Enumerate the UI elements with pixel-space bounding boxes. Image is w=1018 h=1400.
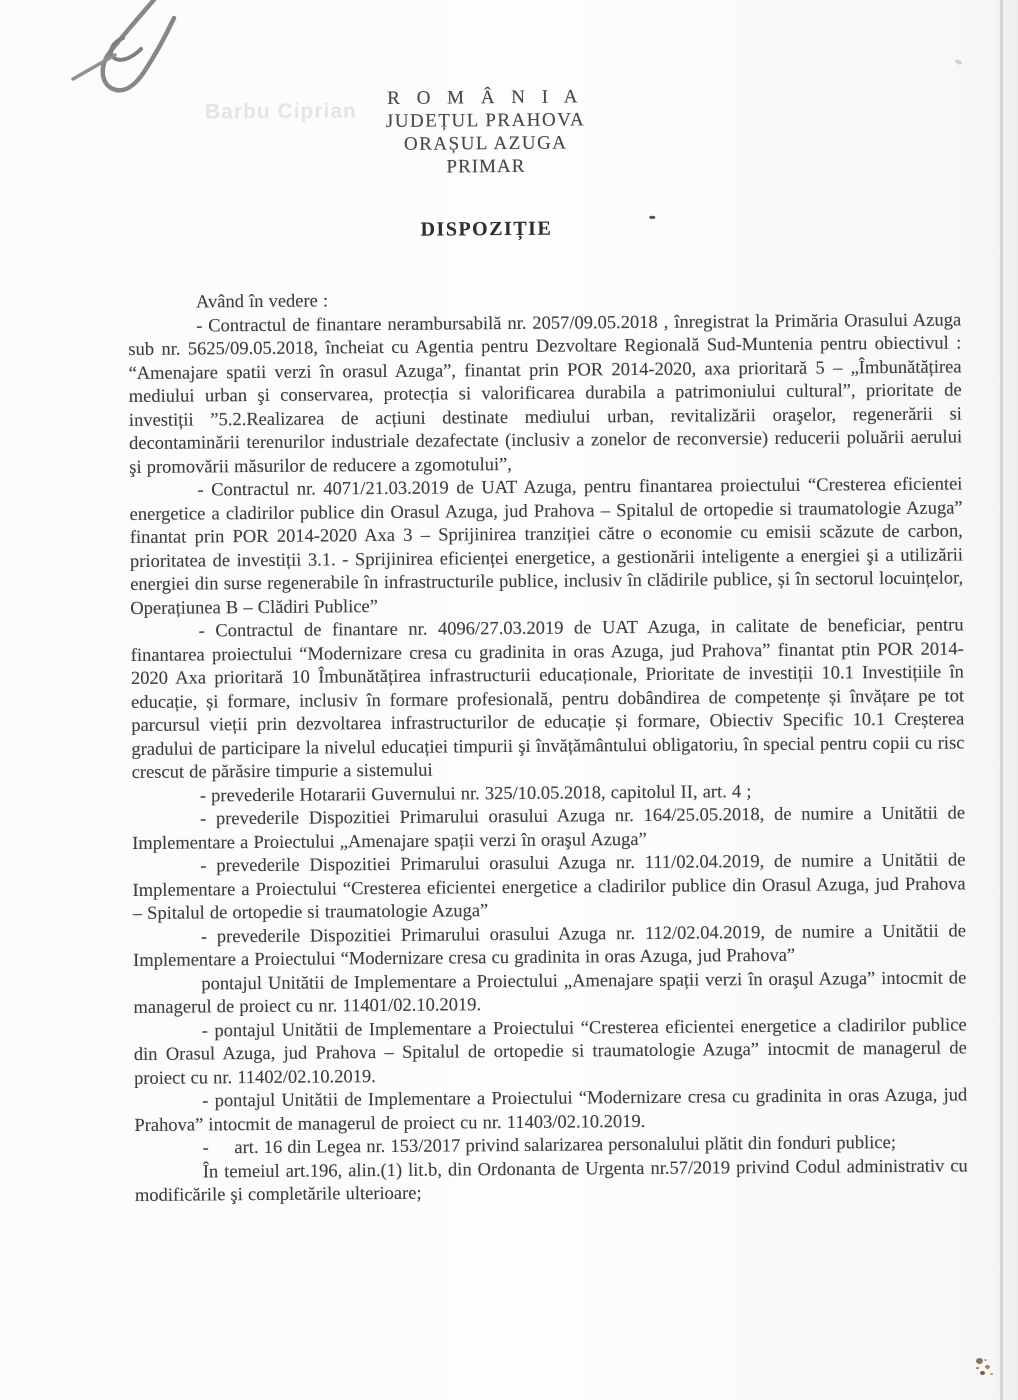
- paragraph-pontaj-11401: pontajul Unitătii de Implementare a Proiectului „Amenajare spații verzi în oraşul Azuga” intocmit de managerul de proiect cu nr. 11401/02.10.2019.: [133, 967, 967, 1018]
- paragraph-dispozitie-111: - prevederile Dispozitiei Primarului orasului Azuga nr. 111/02.04.2019, de numire a Unitătii de Implementare a Proiectului “Cresterea eficientei energetice a cladirilor publice din Orasul Azuga, jud Prahova – Spitalul de ortopedie si traumatologie Azuga”: [132, 850, 966, 924]
- header-city: ORAȘUL AZUGA: [403, 132, 568, 155]
- paragraph-contract-4071: - Contractul nr. 4071/21.03.2019 de UAT Azuga, pentru finantarea proiectului “Cresterea eficientei energetice a cladirilor publice din Orasul Azuga, jud Prahova – Spitalul de ortopedie si traumatologie Azuga” finantat prin POR 2014-2020 Axa 3 – Sprijinirea tranziției către o economie cu emisii scăzute de carbon, prioritatea de investiții 3.1. - Sprijinirea eficienței energetice, a gestionării inteligente a energiei şi a utilizării energiei din surse regenerabile în infrastructurile publice, inclusiv în clădirile publice, și în sectorul locuințelor, Operațiunea B – Clădiri Publice”: [129, 474, 964, 619]
- paragraph-contract-2057: - Contractul de finantare nerambursabilă nr. 2057/09.05.2018 , înregistrat la Primăria Orasului Azuga sub nr. 5625/09.05.2018, încheiat cu Agentia pentru Dezvoltare Regională Sud-Muntenia pentru obiectivul : “Amenajare spatii verzi în orasul Azuga”, finantat prin POR 2014-2020, axa prioritară 5 – „Îmbunătățirea mediului urban şi conservarea, protecția si valorificarea durabila a patrimoniului cultural”, prioritate de investiții ”5.2.Realizarea de acțiuni destinate mediului urban, revitalizării oraşelor, regenerării si decontaminării terenurilor industriale dezafectate (inclusiv a zonelor de reconversie) reducerii poluării aerului şi promovării măsurilor de reducere a zgomotului”,: [128, 309, 963, 478]
- paragraph-pontaj-11403: - pontajul Unitătii de Implementare a Proiectului “Modernizare cresa cu gradinita in oras Azuga, jud Prahova” intocmit de managerul de proiect cu nr. 11403/02.10.2019.: [134, 1085, 968, 1136]
- paragraph-hg-325: - prevederile Hotararii Guvernului nr. 325/10.05.2018, capitolul II, art. 4 ;: [199, 781, 752, 806]
- stain-smudge: [976, 1358, 983, 1364]
- header-office: PRIMAR: [446, 155, 526, 178]
- paragraph-contract-4096: - Contractul de finantare nr. 4096/27.03.2019 de UAT Azuga, in calitate de beneficiar, pentru finantarea proiectului “Modernizare cresa cu gradinita in oras Azuga, jud Prahova” finantat ptin POR 2014-2020 Axa prioritară 10 Îmbunătățirea infrastructurii educaționale, Prioritate de investiții 10.1 Investițiile în educație, și formare, inclusiv în formare profesională, pentru dobândirea de competențe și învățare pe tot parcursul vieții prin dezvoltarea infrastructurilor de educație și formare, Obiectiv Specific 10.1 Creșterea gradului de participare la nivelul educației timpurii şi învățământului obligatoriu, în special pentru copii cu risc crescut de părăsire timpurie a sistemului: [130, 615, 965, 783]
- paragraph-legea-153: - art. 16 din Legea nr. 153/2017 privind salarizarea personalului plătit din fonduri publice;: [202, 1132, 896, 1159]
- document-header: [0, 82, 975, 182]
- header-country: R O M Â N I A: [387, 86, 584, 109]
- document-body: [128, 285, 968, 1208]
- paragraph-dispozitie-112: - prevederile Dispozitiei Primarului orasului Azuga nr. 112/02.04.2019, de numire a Unitătii de Implementare a Proiectului “Modernizare cresa cu gradinita in oras Azuga, jud Prahova”: [133, 920, 967, 971]
- scan-edge-line: [1000, 0, 1003, 1400]
- paragraph-temei-oug-57: În temeiul art.196, alin.(1) lit.b, din Ordonanta de Urgenta nr.57/2019 privind Codul administrativ cu modificările şi completările ulterioare;: [134, 1155, 968, 1206]
- document-title: DISPOZIȚIE: [420, 217, 553, 241]
- watermark-name: Barbu Ciprian: [204, 99, 357, 124]
- paragraph-pontaj-11402: - pontajul Unitătii de Implementare a Proiectului “Cresterea eficientei energetice a cladirilor publice din Orasul Azuga, jud Prahova – Spitalul de ortopedie si traumatologie Azuga” intocmit de managerul de proiect cu nr. 11402/02.10.2019.: [133, 1014, 967, 1089]
- header-county: JUDEȚUL PRAHOVA: [385, 109, 586, 132]
- intro-line: Având în vedere :: [195, 291, 329, 313]
- paragraph-dispozitie-164: - prevederile Dispozitiei Primarului orasului Azuga nr. 164/25.05.2018, de numire a Unitătii de Implementare a Proiectului „Amenajare spații verzi în oraşul Azuga”: [132, 803, 966, 854]
- ink-dot: [649, 216, 655, 219]
